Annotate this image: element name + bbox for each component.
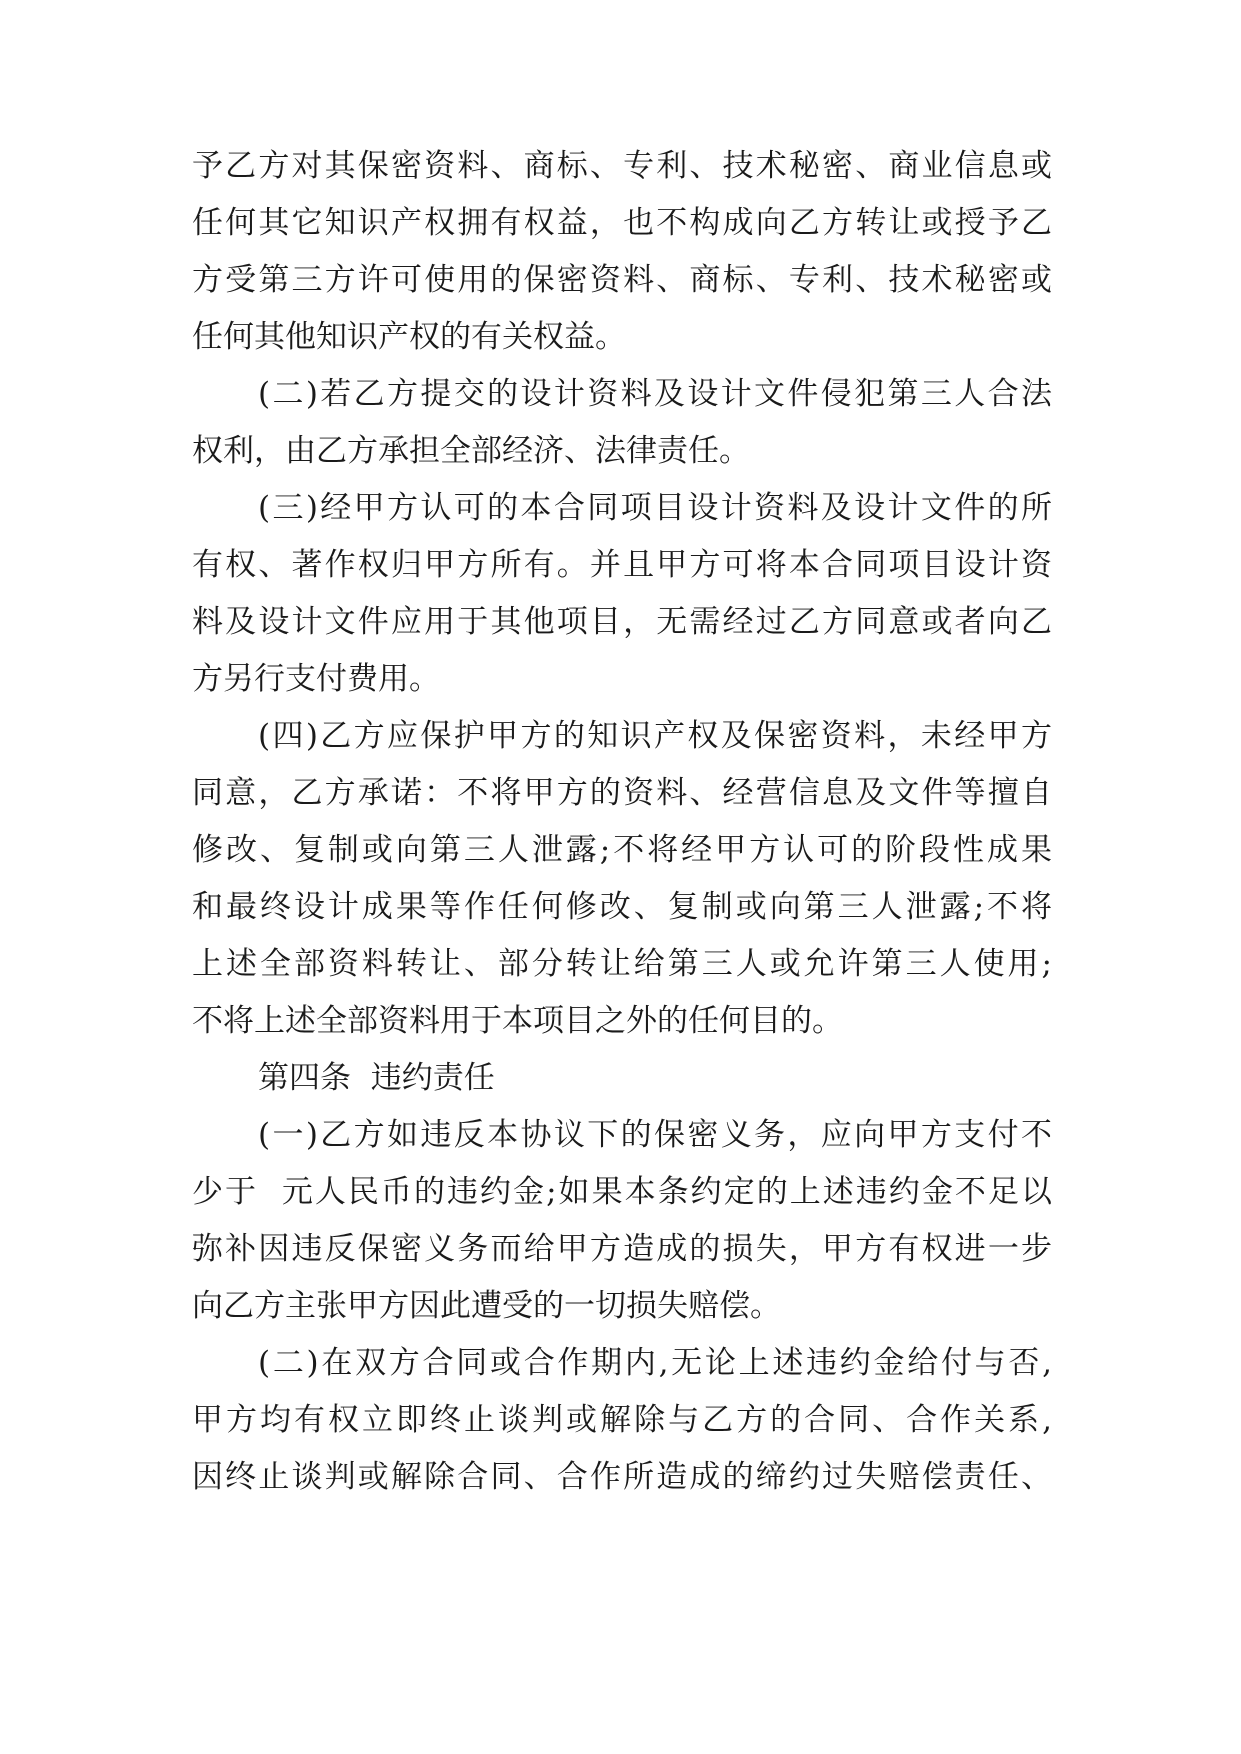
paragraph-line: 修改、复制或向第三人泄露;不将经甲方认可的阶段性成果 bbox=[192, 832, 1052, 868]
paragraph-line: 方受第三方许可使用的保密资料、商标、专利、技术秘密或 bbox=[192, 262, 1052, 298]
paragraph-line: 任何其他知识产权的有关权益。 bbox=[192, 319, 626, 355]
paragraph-line: 甲方均有权立即终止谈判或解除与乙方的合同、合作关系, bbox=[192, 1402, 1052, 1438]
paragraph-line: 方另行支付费用。 bbox=[192, 661, 440, 697]
paragraph-line: (四)乙方应保护甲方的知识产权及保密资料，未经甲方 bbox=[258, 718, 1052, 754]
paragraph-line: 权利，由乙方承担全部经济、法律责任。 bbox=[192, 433, 750, 469]
paragraph-line: 任何其它知识产权拥有权益，也不构成向乙方转让或授予乙 bbox=[192, 205, 1052, 241]
paragraph-line: 弥补因违反保密义务而给甲方造成的损失，甲方有权进一步 bbox=[192, 1231, 1052, 1267]
section-heading: 第四条 违约责任 bbox=[258, 1060, 495, 1096]
paragraph-line: (二)若乙方提交的设计资料及设计文件侵犯第三人合法 bbox=[258, 376, 1052, 412]
paragraph-line: (二)在双方合同或合作期内,无论上述违约金给付与否, bbox=[258, 1345, 1052, 1381]
paragraph-line: 不将上述全部资料用于本项目之外的任何目的。 bbox=[192, 1003, 843, 1039]
paragraph-line: 少于 元人民币的违约金;如果本条约定的上述违约金不足以 bbox=[192, 1174, 1052, 1210]
paragraph-line: 因终止谈判或解除合同、合作所造成的缔约过失赔偿责任、 bbox=[192, 1459, 1052, 1495]
paragraph-line: 予乙方对其保密资料、商标、专利、技术秘密、商业信息或 bbox=[192, 148, 1052, 184]
paragraph-line: 向乙方主张甲方因此遭受的一切损失赔偿。 bbox=[192, 1288, 781, 1324]
paragraph-line: 同意，乙方承诺：不将甲方的资料、经营信息及文件等擅自 bbox=[192, 775, 1052, 811]
paragraph-line: 有权、著作权归甲方所有。并且甲方可将本合同项目设计资 bbox=[192, 547, 1052, 583]
paragraph-line: (三)经甲方认可的本合同项目设计资料及设计文件的所 bbox=[258, 490, 1052, 526]
paragraph-line: 和最终设计成果等作任何修改、复制或向第三人泄露;不将 bbox=[192, 889, 1052, 925]
paragraph-line: (一)乙方如违反本协议下的保密义务，应向甲方支付不 bbox=[258, 1117, 1052, 1153]
paragraph-line: 上述全部资料转让、部分转让给第三人或允许第三人使用; bbox=[192, 946, 1052, 982]
paragraph-line: 料及设计文件应用于其他项目，无需经过乙方同意或者向乙 bbox=[192, 604, 1052, 640]
